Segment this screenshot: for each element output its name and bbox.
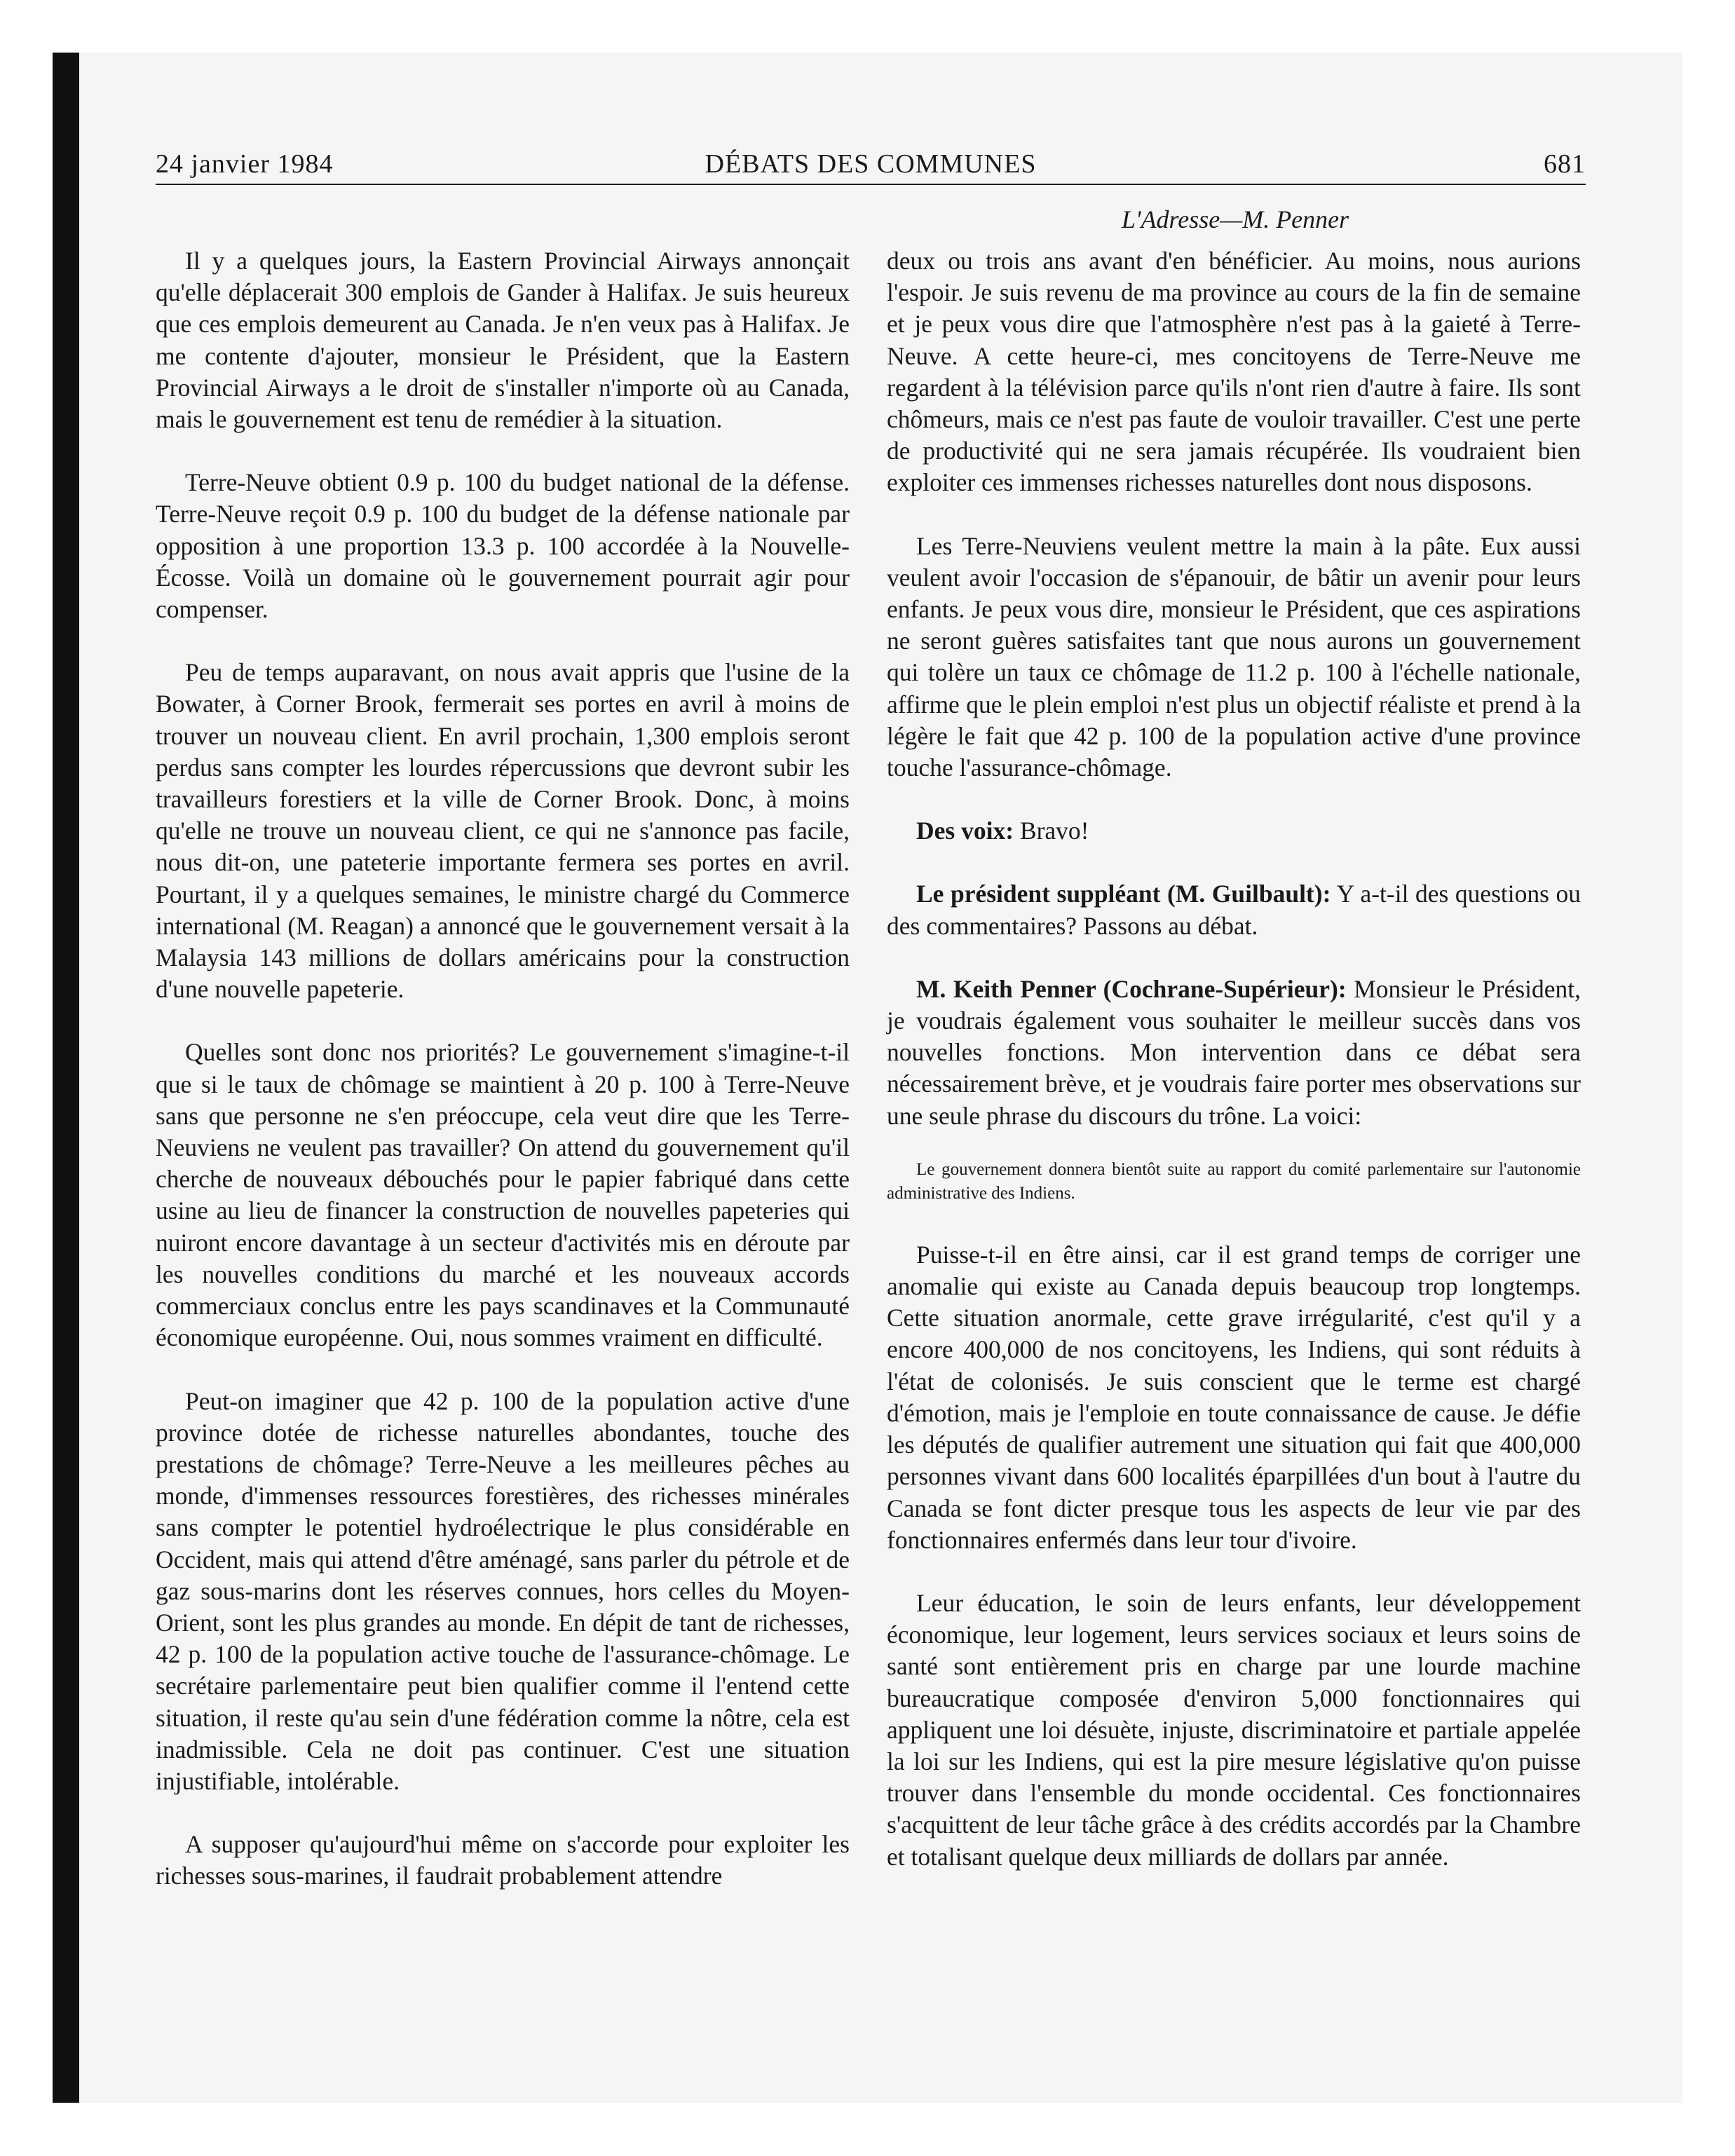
speech-penner [887, 974, 1581, 1132]
paragraph: A supposer qu'aujourd'hui même on s'accorde pour exploiter les richesses sous-marines, il faudrait probablement attendre [156, 1830, 850, 1890]
speech-text: Monsieur le Président, je voudrais également vous souhaiter le meilleur succès dans vos nouvelles fonctions. Mon intervention dans ce débat sera nécessairement brève, et je voudrais faire porter mes observations sur une seule phrase du discours du trône. La voici: [887, 974, 1581, 1130]
paragraph: Puisse-t-il en être ainsi, car il est grand temps de corriger une anomalie qui existe au Canada depuis beaucoup trop longtemps. Cette situation anormale, cette grave irrégularité, c'est qu'il y a encore 400,000 de nos concitoyens, les Indiens, qui sont réduits à l'état de colonisés. Je suis conscient que le terme est chargé d'émotion, mais je l'emploie en toute connaissance de cause. Je défie les députés de qualifier autrement une situation qui fait que 400,000 personnes vivant dans 600 localités éparpillées d'un bout à l'autre du Canada se font dicter presque tous les aspects de leur vie par des fonctionnaires enfermés dans leur tour d'ivoire. [887, 1240, 1581, 1554]
speaker-name: Des voix: [916, 817, 1014, 845]
paragraph: deux ou trois ans avant d'en bénéficier. Au moins, nous aurions l'espoir. Je suis revenu de ma province au cours de la fin de semaine et je peux vous dire que l'atmosphère n'est pas à la gaieté à Terre-Neuve. A cette heure-ci, mes concitoyens de Terre-Neuve me regardent à la télévision parce qu'ils n'ont rien d'autre à faire. Ils sont chômeurs, mais ce n'est pas faute de vouloir travailler. C'est une perte de productivité qui ne sera jamais récupérée. Ils voudraient bien exploiter ces immenses richesses naturelles dont nous disposons. [887, 247, 1581, 497]
paragraph: Peut-on imaginer que 42 p. 100 de la population active d'une province dotée de richesse naturelles abondantes, touche des prestations de chômage? Terre-Neuve a les meilleures pêches au monde, d'immenses ressources forestières, des richesses minérales sans compter le potentiel hydroélectrique le plus considérable en Occident, mais qui attend d'être aménagé, sans parler du pétrole et de gaz sous-marins dont les réserves connues, hors celles du Moyen-Orient, sont les plus grandes au monde. En dépit de tant de richesses, 42 p. 100 de la population active touche de l'assurance-chômage. Le secrétaire parlementaire peut bien qualifier comme il l'entend cette situation, il reste qu'au sein d'une fédération comme la nôtre, cela est inadmissible. Cela ne doit pas continuer. C'est une situation injustifiable, intolérable. [156, 1386, 850, 1795]
header-title: DÉBATS DES COMMUNES [705, 149, 1037, 179]
quotation: Le gouvernement donnera bientôt suite au rapport du comité parlementaire sur l'autonomie administrative des Indiens. [887, 1159, 1581, 1203]
speech-text: Bravo! [1019, 817, 1089, 845]
speaker-name: Le président suppléant (M. Guilbault): [916, 880, 1331, 908]
left-column [156, 245, 850, 1924]
paragraph: Leur éducation, le soin de leurs enfants, leur développement économique, leur logement, leurs services sociaux et leurs soins de santé sont entièrement pris en charge par une lourde machine bureaucratique composée d'environ 5,000 fonctionnaires qui appliquent une loi désuète, injuste, discriminatoire et partiale appelée la loi sur les Indiens, qui est la pire mesure législative qu'on puisse trouver dans l'ensemble du monde occidental. Ces fonctionnaires s'acquittent de leur tâche grâce à des crédits accordés par la Chambre et totalisant quelque deux milliards de dollars par année. [887, 1588, 1581, 1871]
paragraph: Quelles sont donc nos priorités? Le gouvernement s'imagine-t-il que si le taux de chômage se maintient à 20 p. 100 à Terre-Neuve sans que personne ne s'en préoccupe, cela veut dire que les Terre-Neuviens ne veulent pas travailler? On attend du gouvernement qu'il cherche de nouveaux débouchés pour le papier fabriqué dans cette usine au lieu de financer la construction de nouvelles papeteries qui nuiront encore davantage à un secteur d'activités mis en déroute par les nouvelles conditions du marché et les nouveaux accords commerciaux conclus entre les pays scandinaves et la Communauté économique européenne. Oui, nous sommes vraiment en difficulté. [156, 1038, 850, 1352]
paragraph: Peu de temps auparavant, on nous avait appris que l'usine de la Bowater, à Corner Brook, fermerait ses portes en avril à moins de trouver un nouveau client. En avril prochain, 1,300 emplois seront perdus sans compter les lourdes répercussions que devront subir les travailleurs forestiers et la ville de Corner Brook. Donc, à moins qu'elle ne trouve un nouveau client, ce qui ne s'annonce pas facile, nous dit-on, une pateterie importante fermera ses portes en avril. Pourtant, il y a quelques semaines, le ministre chargé du Commerce international (M. Reagan) a annoncé que le gouvernement versait à la Malaysia 143 millions de dollars américains pour la construction d'une nouvelle papeterie. [156, 658, 850, 1004]
speech-president [887, 878, 1581, 941]
paragraph: Terre-Neuve obtient 0.9 p. 100 du budget national de la défense. Terre-Neuve reçoit 0.9 p. 100 du budget de la défense nationale par opposition à une proportion 13.3 p. 100 accordée à la Nouvelle-Écosse. Voilà un domaine où le gouvernement pourrait agir pour compenser. [156, 468, 850, 624]
header-rule [156, 184, 1586, 185]
page-header [156, 149, 1586, 184]
running-head: L'Adresse—M. Penner [1121, 205, 1349, 233]
paragraph: Les Terre-Neuviens veulent mettre la main à la pâte. Eux aussi veulent avoir l'occasion de s'épanouir, de bâtir un avenir pour leurs enfants. Je peux vous dire, monsieur le Président, que ces aspirations ne seront guères satisfaites tant que nous aurons un gouvernement qui tolère un taux ce chômage de 11.2 p. 100 à l'échelle nationale, affirme que le plein emploi n'est plus un objectif réaliste et prend à la légère le fait que 42 p. 100 de la population active d'une province touche l'assurance-chômage. [887, 531, 1581, 782]
speech-text: Y a-t-il des questions ou des commentaires? Passons au débat. [887, 880, 1581, 940]
right-column [887, 245, 1581, 1904]
scan-edge-bar [53, 53, 79, 2103]
speaker-name: M. Keith Penner (Cochrane-Supérieur): [916, 974, 1347, 1003]
header-date: 24 janvier 1984 [156, 149, 334, 179]
paragraph: Il y a quelques jours, la Eastern Provincial Airways annonçait qu'elle déplacerait 300 emplois de Gander à Halifax. Je suis heureux que ces emplois demeurent au Canada. Je n'en veux pas à Halifax. Je me contente d'ajouter, monsieur le Président, que la Eastern Provincial Airways a le droit de s'installer n'importe où au Canada, mais le gouvernement est tenu de remédier à la situation. [156, 247, 850, 434]
speech-voices [887, 815, 1581, 847]
header-page-number: 681 [1544, 149, 1586, 179]
